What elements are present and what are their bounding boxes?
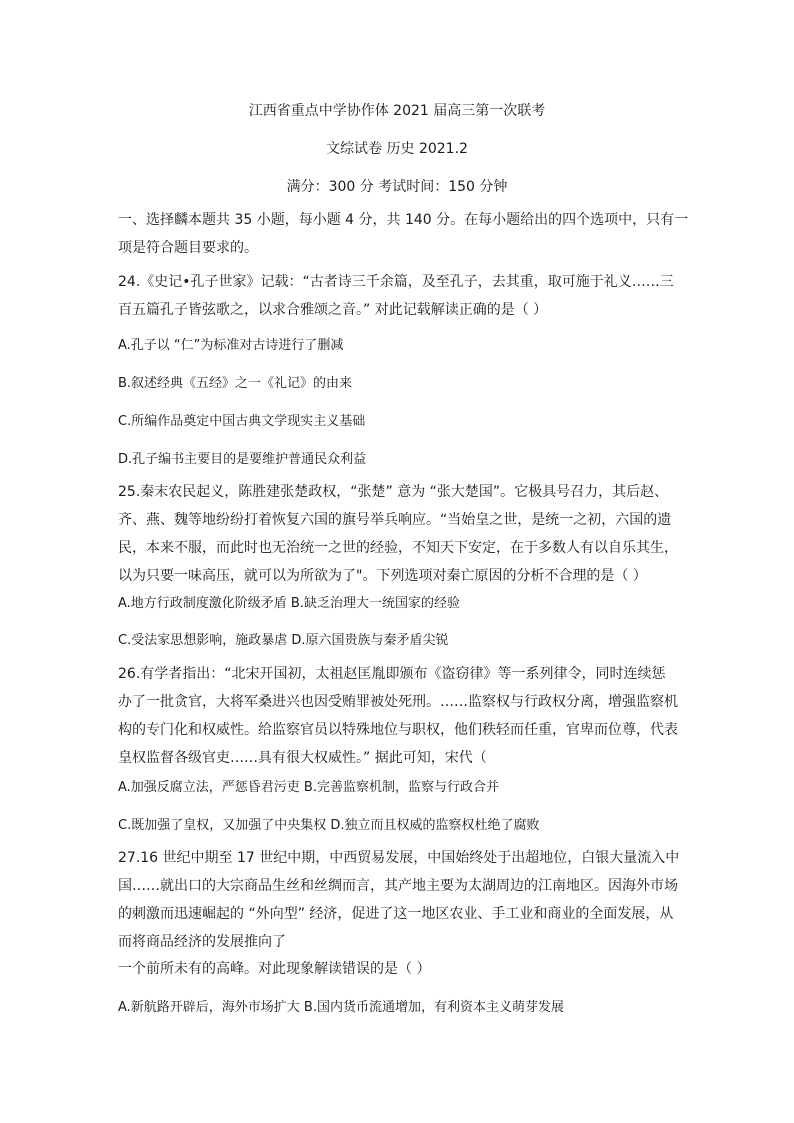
question-25-options-cd: C.受法家思想影响，施政暴虐 D.原六国贵族与秦矛盾尖锐	[118, 633, 449, 648]
exam-title: 江西省重点中学协作体 2021 届高三第一次联考	[248, 103, 546, 119]
question-26-options-cd: C.既加强了皇权，又加强了中央集权 D.独立而且权威的监察权杜绝了腐败	[118, 818, 540, 833]
text-line: 构的专门化和权威性。给监察官员以特殊地位与职权，他们秩轻而任重，官卑而位尊，代表	[118, 722, 678, 738]
text-line: 的刺激而迅速崛起的 “外向型” 经济，促进了这一地区农业、手工业和商业的全面发展，从	[118, 906, 674, 922]
text-line: 24.《史记•孔子世家》记载：“古者诗三千余篇，及至孔子，去其重，取可施于礼义……三	[118, 274, 674, 290]
score-time: 满分：300 分 考试时间：150 分钟	[286, 179, 508, 195]
question-26-options-ab: A.加强反腐立法，严惩昏君污吏 B.完善监察机制，监察与行政合并	[118, 780, 499, 795]
text-line: 项是符合题目要求的。	[118, 240, 258, 256]
question-24-option-d: D.孔子编书主要目的是要维护普通民众利益	[118, 452, 367, 467]
question-24-option-b: B.叙述经典《五经》之一《礼记》的由来	[118, 376, 353, 391]
question-24-option-a: A.孔子以 “仁”为标准对古诗进行了删减	[118, 338, 344, 353]
section-instructions	[118, 206, 688, 262]
question-25-stem	[118, 478, 688, 590]
question-27-options-ab: A.新航路开辟后，海外市场扩大 B.国内货币流通增加，有利资本主义萌芽发展	[118, 1000, 564, 1015]
question-27-stem	[118, 844, 688, 956]
text-line: 以为只要一味高压，就可以为所欲为了"。下列选项对秦亡原因的分析不合理的是（ ）	[118, 568, 647, 584]
question-26-stem	[118, 660, 688, 772]
text-line: 国……就出口的大宗商品生丝和丝绸而言，其产地主要为太湖周边的江南地区。因海外市场	[118, 878, 678, 894]
question-24-option-c: C.所编作品奠定中国古典文学现实主义基础	[118, 414, 366, 429]
question-24-stem	[118, 268, 688, 324]
text-line: 而将商品经济的发展推向了	[118, 934, 286, 950]
exam-subtitle: 文综试卷 历史 2021.2	[326, 141, 468, 157]
text-line: 皇权监督各级官吏……具有很大权威性。” 据此可知，宋代（	[118, 750, 487, 766]
text-line: 26.有学者指出：“北宋开国初，太祖赵匡胤即颁布《盗窃律》等一系列律令，同时连续惩	[118, 666, 666, 682]
text-line: 一、选择麟本题共 35 小题，每小题 4 分，共 140 分。在每小题给出的四个选项中，只有一	[118, 212, 689, 228]
question-27-continuation: 一个前所未有的高峰。对此现象解读错误的是（ ）	[118, 961, 431, 977]
text-line: 百五篇孔子皆弦歌之，以求合雅颂之音。” 对此记载解读正确的是（ ）	[118, 302, 548, 318]
text-line: 25.秦末农民起义，陈胜建张楚政权，“张楚” 意为 “张大楚国”。它极具号召力，其后赵、	[118, 484, 669, 500]
question-25-options-ab: A.地方行政制度激化阶级矛盾 B.缺乏治理大一统国家的经验	[118, 596, 460, 611]
text-line: 27.16 世纪中期至 17 世纪中期，中西贸易发展，中国始终处于出超地位，白银大量流入中	[118, 850, 680, 866]
text-line: 民，本来不服，而此时也无治统一之世的经验，不知天下安定，在于多数人有以自乐其生，	[118, 540, 678, 556]
text-line: 齐、燕、魏等地纷纷打着恢复六国的旗号举兵响应。“当始皇之世，是统一之初，六国的遗	[118, 512, 672, 528]
text-line: 办了一批贪官，大将军桑进兴也因受贿罪被处死刑。……监察权与行政权分离，增强监察机	[118, 694, 678, 710]
